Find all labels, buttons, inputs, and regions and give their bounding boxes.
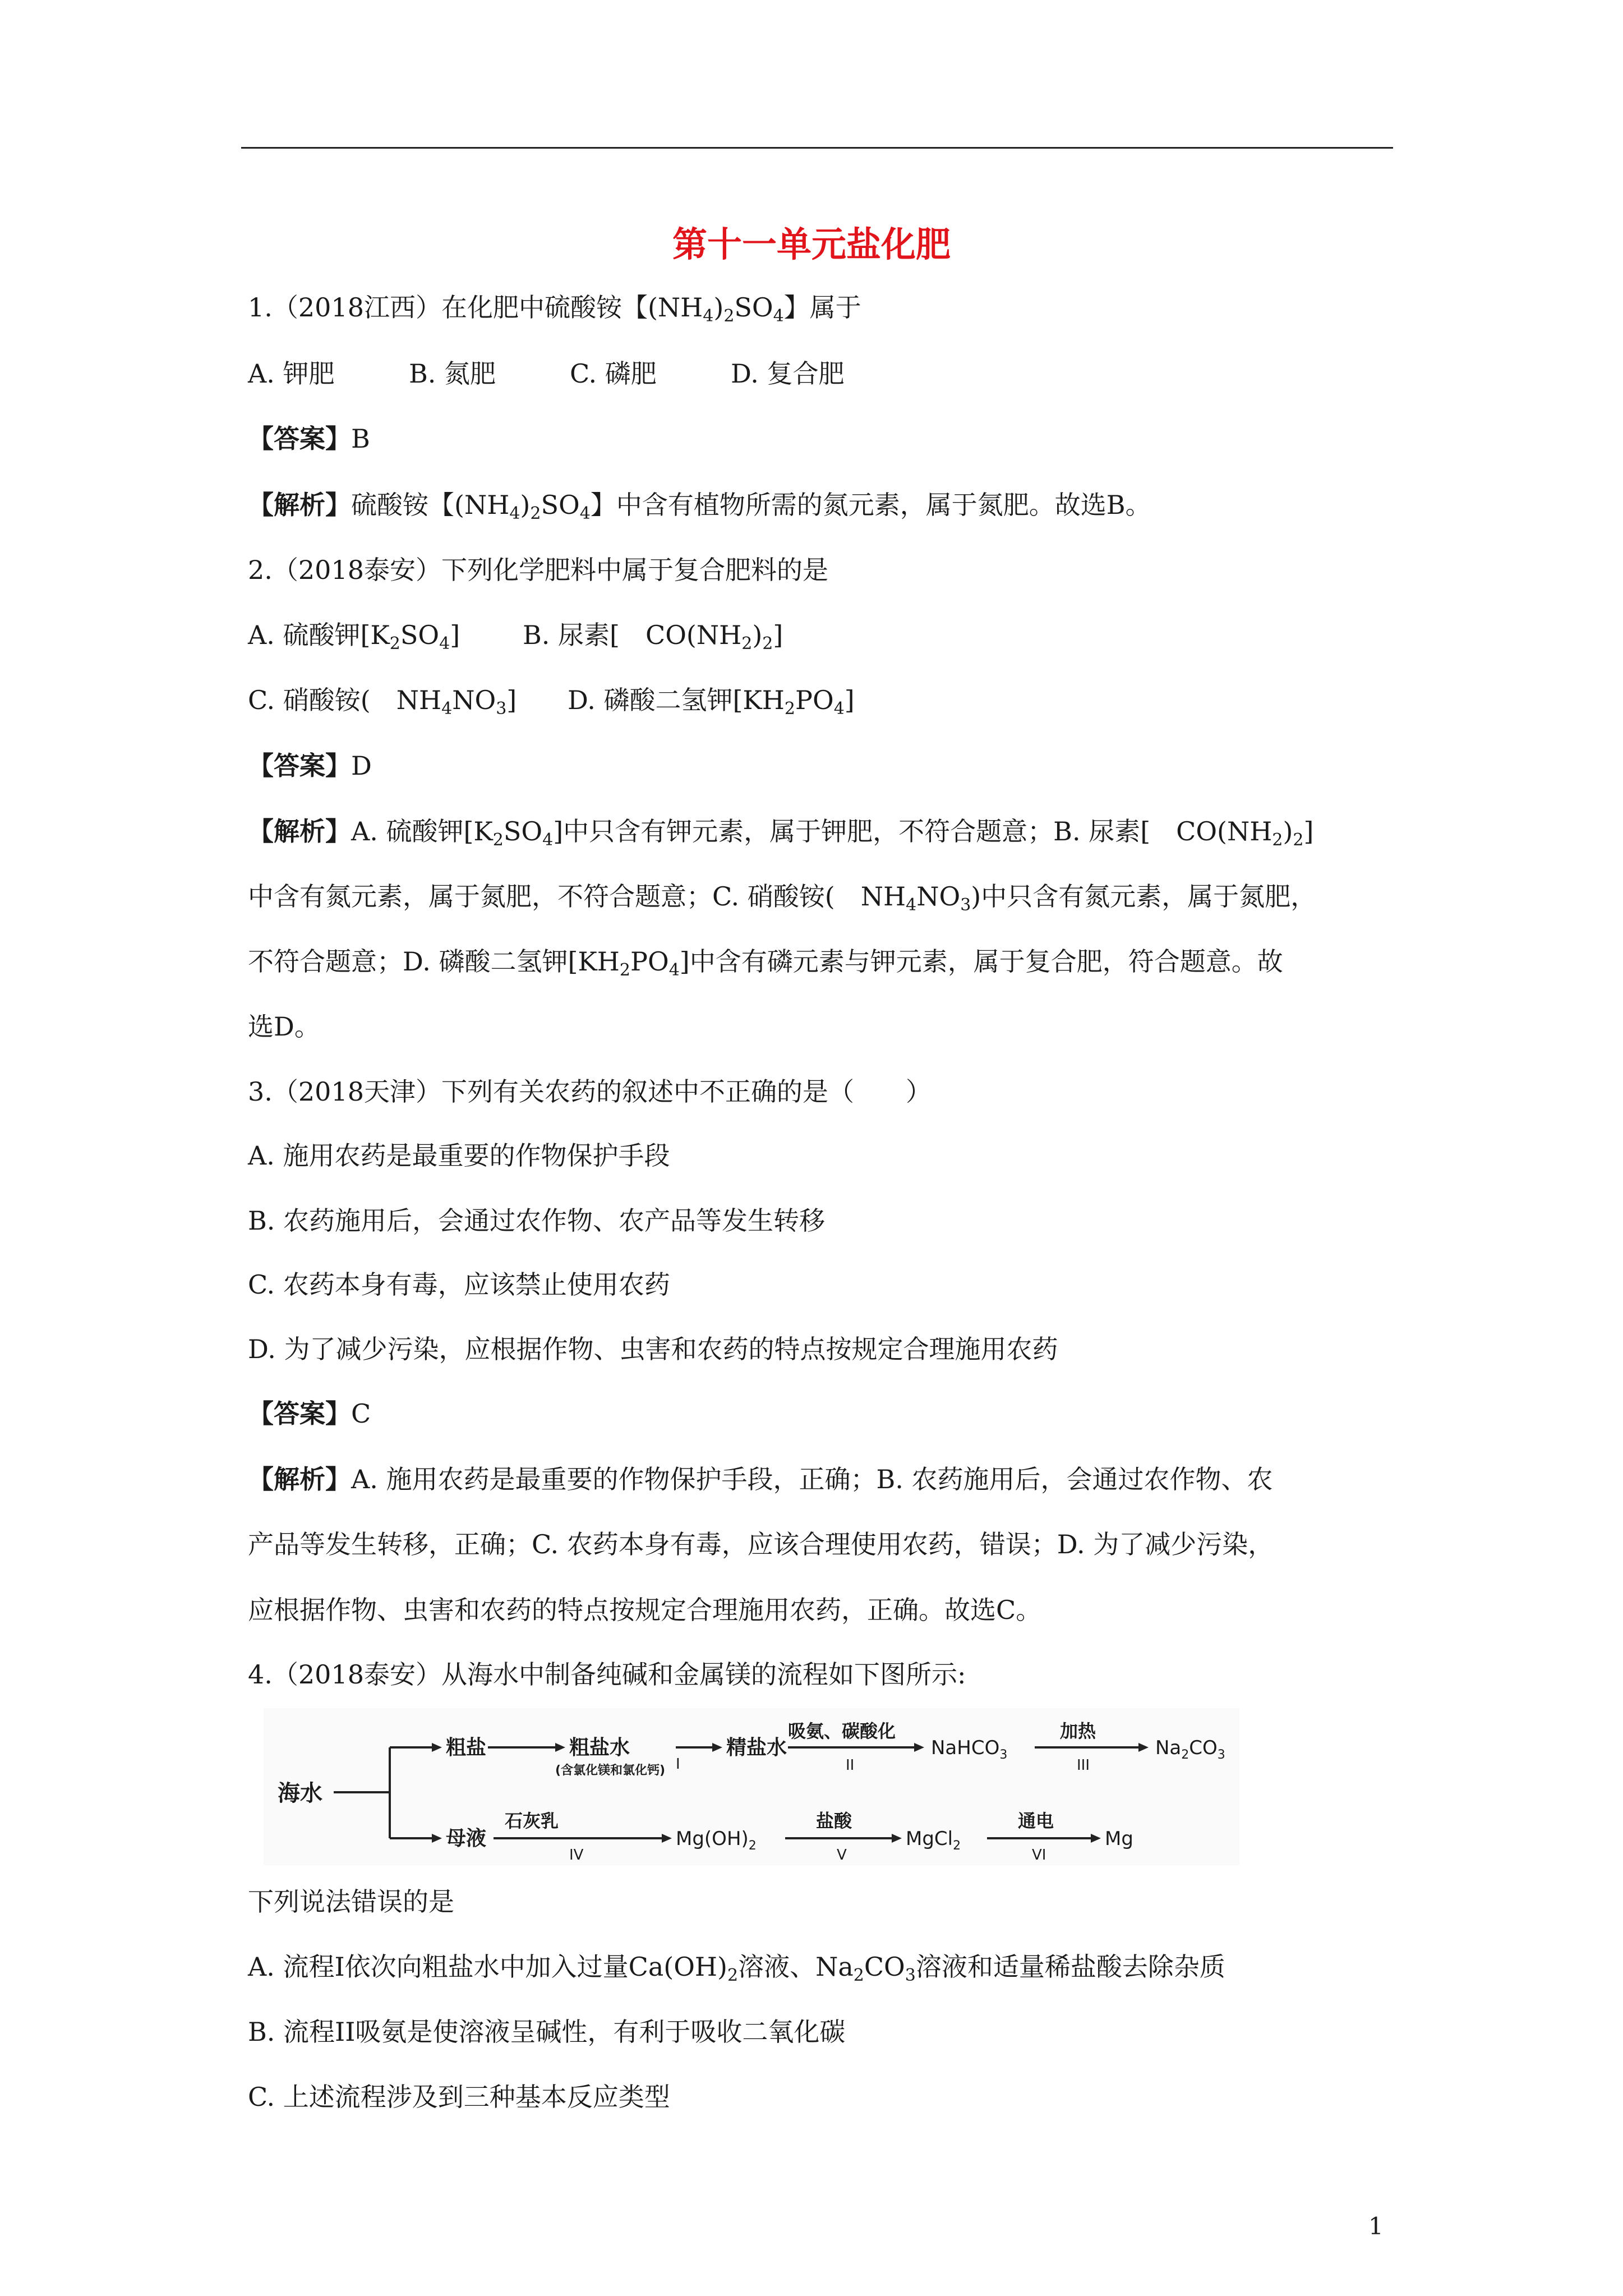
process-flow-diagram xyxy=(264,1708,1239,1865)
q3-option-a: A. 施用农药是最重要的作物保护手段 xyxy=(248,1140,670,1171)
q2-options-ab xyxy=(248,618,783,652)
q2-option-a: A. 硫酸钾$[K_2SO_4]$ xyxy=(248,620,460,654)
flow-nahco3: NaHCO$_3$ xyxy=(931,1737,1008,1762)
flow-step4: IV xyxy=(569,1847,584,1864)
flow-absorb: 吸氨、碳酸化 xyxy=(788,1720,896,1742)
q3-option-b: B. 农药施用后，会通过农作物、农产品等发生转移 xyxy=(248,1205,826,1236)
page-title: 第十一单元盐化肥 xyxy=(672,224,951,265)
q3-analysis-line2: 产品等发生转移，正确；C. 农药本身有毒，应该合理使用农药，错误；D. 为了减少污染， xyxy=(248,1529,1274,1559)
q1-options xyxy=(248,357,845,390)
q2-option-c: C. 硝酸铵( $NH_4NO_3$] xyxy=(248,685,517,719)
q1-answer: 【答案】B xyxy=(248,424,370,454)
q1-option-a: A. 钾肥 xyxy=(248,358,335,389)
flow-electrolysis: 通电 xyxy=(1018,1810,1054,1832)
q2-analysis-line1: 【解析】A. 硫酸钾$[K_2SO_4]$中只含有钾元素，属于钾肥，不符合题意；B. 尿素[ $CO(NH_2)_2$] xyxy=(248,816,1314,850)
flow-step5: V xyxy=(837,1847,847,1864)
q4-option-b: B. 流程II吸氨是使溶液呈碱性，有利于吸收二氧化碳 xyxy=(248,2017,846,2047)
q3-analysis-line1: 【解析】A. 施用农药是最重要的作物保护手段，正确；B. 农药施用后，会通过农作物、农 xyxy=(248,1464,1273,1494)
flow-mother-liquor: 母液 xyxy=(446,1827,487,1850)
flow-mg: Mg xyxy=(1105,1828,1133,1850)
header-rule xyxy=(241,147,1393,149)
flow-step2: II xyxy=(846,1757,855,1774)
flow-crude-brine: 粗盐水 xyxy=(569,1736,630,1759)
q1-analysis: 【解析】硫酸铵【$(NH_4)_2SO_4$】中含有植物所需的氮元素，属于氮肥。故选B。 xyxy=(248,490,1151,523)
flow-step3: III xyxy=(1077,1757,1090,1774)
page-number: 1 xyxy=(1368,2212,1384,2240)
q4-stem: 4.（2018泰安）从海水中制备纯碱和金属镁的流程如下图所示: xyxy=(248,1659,966,1690)
q3-analysis-line3: 应根据作物、虫害和农药的特点按规定合理施用农药，正确。故选C。 xyxy=(248,1595,1042,1625)
q2-option-d: D. 磷酸二氢钾$[KH_2PO_4]$ xyxy=(568,685,855,719)
flow-step6: VI xyxy=(1032,1847,1046,1864)
q3-option-c: C. 农药本身有毒，应该禁止使用农药 xyxy=(248,1269,670,1300)
q2-analysis-line2: 中含有氮元素，属于氮肥，不符合题意；C. 硝酸铵( $NH_4NO_3$)中只含有氮元素，属于氮肥， xyxy=(248,881,1317,915)
q4-option-c: C. 上述流程涉及到三种基本反应类型 xyxy=(248,2082,670,2112)
q2-analysis-line3: 不符合题意；D. 磷酸二氢钾$[KH_2PO_4]$中含有磷元素与钾元素，属于复合肥，符合题意。故 xyxy=(248,946,1283,980)
q1-stem: 1.（2018江西）在化肥中硫酸铵【$(NH_4)_2SO_4$】属于 xyxy=(248,292,861,326)
flow-note: (含氯化镁和氯化钙) xyxy=(555,1764,666,1778)
flow-crude-salt: 粗盐 xyxy=(446,1736,487,1759)
flow-lime: 石灰乳 xyxy=(505,1810,559,1832)
flow-seawater: 海水 xyxy=(278,1780,322,1806)
flow-step1: I xyxy=(676,1756,680,1773)
flow-mgoh2: $Mg(OH)_2$ xyxy=(676,1828,757,1853)
q3-stem: 3.（2018天津）下列有关农药的叙述中不正确的是（ ） xyxy=(248,1076,932,1107)
q3-option-d: D. 为了减少污染，应根据作物、虫害和农药的特点按规定合理施用农药 xyxy=(248,1334,1058,1364)
q2-options-cd xyxy=(248,683,855,717)
q2-analysis-line4: 选D。 xyxy=(248,1011,320,1042)
q3-answer: 【答案】C xyxy=(248,1398,371,1429)
flow-fine-brine: 精盐水 xyxy=(726,1736,787,1759)
q4-option-a: A. 流程I依次向粗盐水中加入过量$Ca(OH)_2$溶液、$Na_2CO_3$溶液和适量稀盐酸去除杂质 xyxy=(248,1952,1225,1985)
q2-option-b: B. 尿素[ $CO(NH_2)_2$] xyxy=(523,620,783,654)
q2-answer: 【答案】D xyxy=(248,751,372,781)
flow-hcl: 盐酸 xyxy=(816,1810,852,1832)
q1-option-b: B. 氮肥 xyxy=(409,358,496,389)
q4-prompt: 下列说法错误的是 xyxy=(248,1887,454,1917)
flow-heat: 加热 xyxy=(1060,1720,1096,1742)
flow-na2co3: $Na_2CO_3$ xyxy=(1155,1737,1225,1762)
flow-mgcl2: MgCl$_2$ xyxy=(906,1828,961,1853)
q1-option-d: D. 复合肥 xyxy=(731,358,845,389)
q2-stem: 2.（2018泰安）下列化学肥料中属于复合肥料的是 xyxy=(248,555,828,585)
q1-option-c: C. 磷肥 xyxy=(570,358,657,389)
